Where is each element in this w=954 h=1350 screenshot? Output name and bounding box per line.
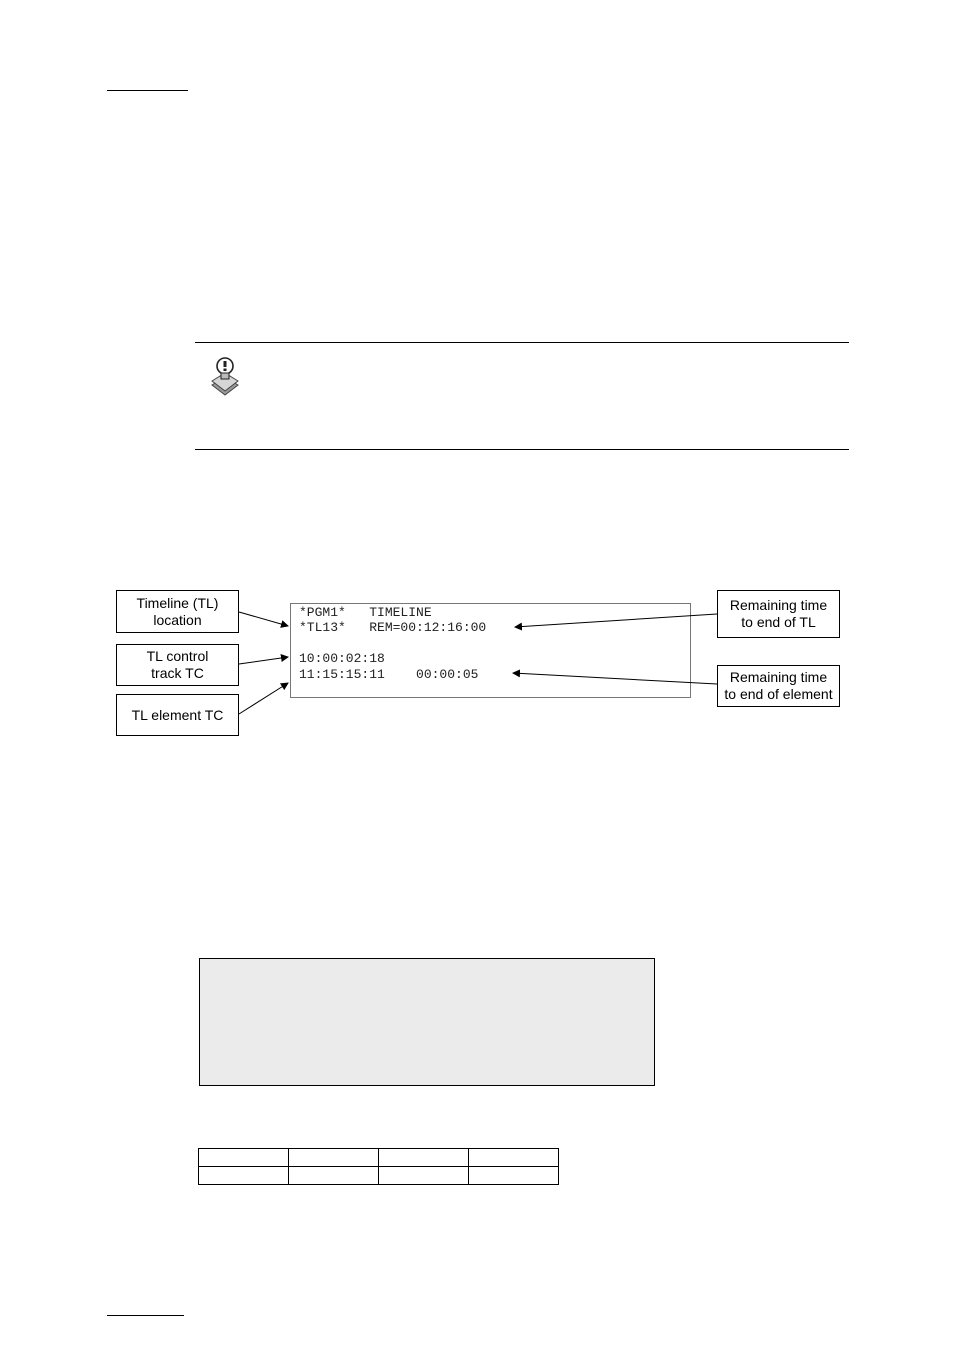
callout-tl-element: TL element TC [116, 694, 239, 736]
table-cell [289, 1167, 379, 1185]
arrow-timeline-location [239, 612, 288, 626]
table-row [199, 1167, 559, 1185]
lcd-line-2: *TL13* REM=00:12:16:00 [299, 620, 487, 635]
callout-remaining-tl: Remaining time to end of TL [717, 590, 840, 638]
callout-tl-control-track: TL control track TC [116, 644, 239, 686]
lcd-line-4: 10:00:02:18 [299, 651, 385, 666]
shaded-box [199, 958, 655, 1086]
table-cell [199, 1167, 289, 1185]
arrow-tl-element [239, 683, 288, 714]
table-cell [379, 1149, 469, 1167]
empty-table [198, 1148, 559, 1185]
table-cell [469, 1149, 559, 1167]
lcd-display [290, 603, 691, 698]
callout-remaining-element: Remaining time to end of element [717, 665, 840, 707]
table-cell [469, 1167, 559, 1185]
note-top-rule [195, 342, 849, 343]
table-cell [289, 1149, 379, 1167]
lcd-line-1: *PGM1* TIMELINE [299, 605, 432, 620]
lcd-line-5: 11:15:15:11 00:00:05 [299, 667, 479, 682]
table-cell [199, 1149, 289, 1167]
footer-rule [107, 1315, 184, 1316]
table-cell [379, 1167, 469, 1185]
header-rule [107, 90, 188, 91]
callout-timeline-location: Timeline (TL) location [116, 590, 239, 633]
note-bottom-rule [195, 449, 849, 450]
table-row [199, 1149, 559, 1167]
arrow-tl-control-track [239, 657, 288, 664]
lightbulb-note-icon [206, 355, 244, 399]
